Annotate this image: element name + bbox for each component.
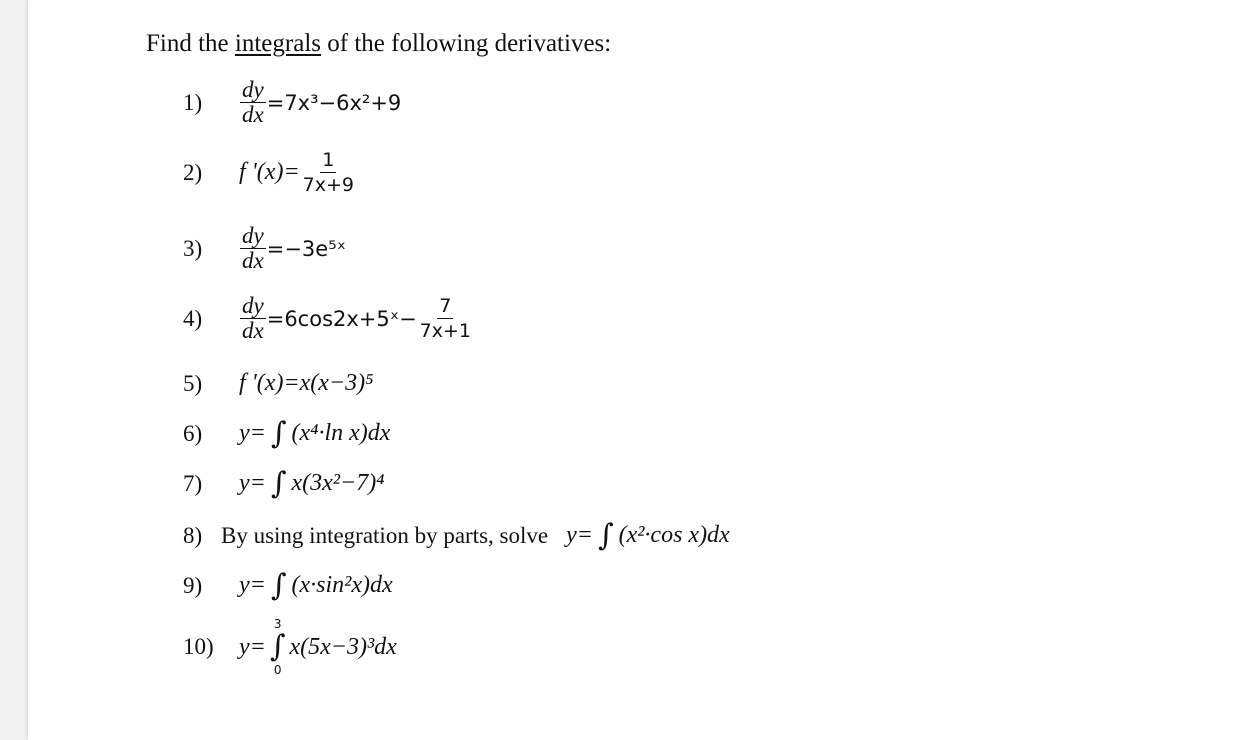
problem-9 <box>183 568 393 603</box>
fraction-numerator: dy <box>242 223 264 248</box>
fraction-numerator: 1 <box>322 149 335 171</box>
problem-number: 9) <box>183 572 203 598</box>
fraction-numerator: dy <box>242 293 264 318</box>
problem-lhs: y= <box>239 420 266 446</box>
problem-lhs: y= <box>566 522 593 548</box>
upper-limit: 3 <box>273 617 282 631</box>
problem-6 <box>183 416 390 451</box>
heading-underlined-word: integrals <box>234 30 321 57</box>
fraction-denominator: dx <box>242 248 264 273</box>
problem-10 <box>183 618 397 676</box>
rhs-fraction <box>301 148 356 197</box>
integral-symbol-icon: ∫ <box>270 466 287 501</box>
fraction-numerator: dy <box>242 77 264 102</box>
problem-2 <box>183 148 357 197</box>
problem-lhs: y= <box>239 633 266 660</box>
integral-symbol-icon: ∫ <box>269 629 286 664</box>
problem-7 <box>183 466 385 501</box>
heading-suffix: of the following derivatives: <box>321 30 612 57</box>
integrand: x(3x²−7)⁴ <box>291 470 385 496</box>
problem-4 <box>183 294 474 343</box>
derivative-fraction <box>240 224 266 273</box>
definite-integral <box>270 618 286 676</box>
integrand: (x⁴·ln x)dx <box>291 420 391 446</box>
problem-number: 4) <box>183 305 203 331</box>
problem-number: 1) <box>183 89 203 115</box>
problem-number: 8) <box>183 522 203 548</box>
problem-number: 5) <box>183 370 203 396</box>
problem-text: By using integration by parts, solve <box>221 522 549 548</box>
problem-8 <box>183 518 730 553</box>
problem-lhs: f '(x)= <box>239 159 300 185</box>
problem-number: 10) <box>183 634 214 659</box>
problem-number: 2) <box>183 159 203 185</box>
rhs-fraction <box>418 294 473 343</box>
integral-symbol-icon: ∫ <box>270 568 287 603</box>
problem-expression: =−3e⁵ˣ <box>266 236 346 261</box>
problem-expression: =6cos2x+5ˣ− <box>266 306 417 331</box>
problem-3 <box>183 224 346 273</box>
problem-number: 3) <box>183 235 203 261</box>
problem-number: 7) <box>183 470 203 496</box>
fraction-denominator: 7x+9 <box>302 174 354 196</box>
fraction-denominator: dx <box>242 318 264 343</box>
integral-symbol-icon: ∫ <box>270 416 287 451</box>
integrand: (x²·cos x)dx <box>618 522 730 548</box>
fraction-denominator: dx <box>242 102 264 127</box>
heading-prefix: Find the <box>146 30 235 57</box>
problem-lhs: y= <box>239 572 266 598</box>
derivative-fraction <box>240 294 266 343</box>
problem-5 <box>183 370 373 397</box>
fraction-denominator: 7x+1 <box>419 320 472 342</box>
integrand: (x·sin²x)dx <box>291 572 393 598</box>
instructions-heading <box>146 30 611 58</box>
problem-number: 6) <box>183 420 203 446</box>
derivative-fraction <box>240 78 266 127</box>
problem-1 <box>183 78 401 127</box>
document-page <box>28 0 1260 740</box>
fraction-numerator: 7 <box>439 295 452 317</box>
problem-expression: =7x³−6x²+9 <box>266 90 402 115</box>
problem-expression: f '(x)=x(x−3)⁵ <box>239 370 374 396</box>
integral-symbol-icon: ∫ <box>597 518 614 553</box>
integrand: x(5x−3)³dx <box>289 633 397 660</box>
lower-limit: 0 <box>273 663 282 677</box>
problem-lhs: y= <box>239 470 266 496</box>
